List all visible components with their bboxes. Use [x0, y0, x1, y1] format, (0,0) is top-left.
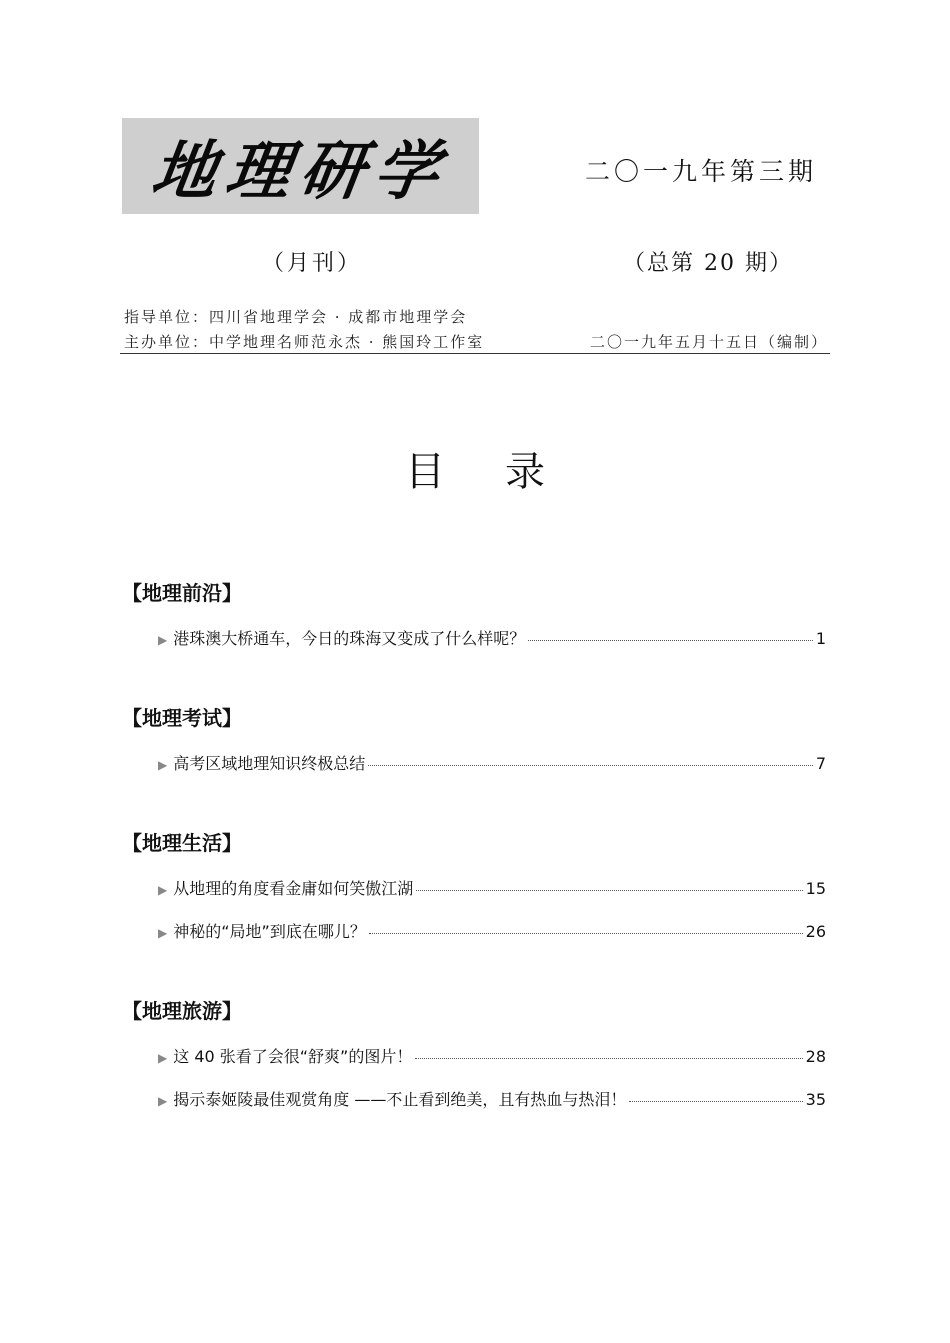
logo-text: 地理研学 [146, 134, 453, 209]
dot-leader [629, 1101, 802, 1102]
guide-unit: 指导单位：四川省地理学会 · 成都市地理学会 [124, 308, 468, 326]
compile-date: 二〇一九年五月十五日（编制） [589, 333, 828, 351]
triangle-icon: ▶ [158, 1051, 168, 1065]
entry-page: 1 [815, 629, 826, 648]
masthead-logo [122, 118, 479, 214]
section-heading: 【地理考试】 [122, 706, 242, 730]
toc-entry[interactable] [158, 876, 826, 899]
toc-entry[interactable] [158, 919, 826, 942]
toc-entry[interactable] [158, 1087, 826, 1110]
toc-entry[interactable] [158, 751, 826, 774]
entry-title: 神秘的“局地”到底在哪儿？ [173, 922, 366, 941]
issue-number: 二〇一九年第三期 [585, 157, 818, 186]
section-heading: 【地理生活】 [122, 831, 242, 855]
toc-entry[interactable] [158, 626, 826, 649]
triangle-icon: ▶ [158, 883, 168, 897]
dot-leader [528, 640, 813, 641]
toc-entry[interactable] [158, 1044, 826, 1067]
entry-title: 揭示泰姬陵最佳观赏角度 ——不止看到绝美，且有热血与热泪！ [173, 1090, 627, 1109]
triangle-icon: ▶ [158, 1094, 168, 1108]
dot-leader [369, 933, 803, 934]
entry-title: 从地理的角度看金庸如何笑傲江湖 [173, 879, 414, 898]
triangle-icon: ▶ [158, 758, 168, 772]
section-heading: 【地理旅游】 [122, 999, 242, 1023]
triangle-icon: ▶ [158, 926, 168, 940]
dot-leader [416, 890, 802, 891]
publication-frequency: （月刊） [262, 251, 363, 276]
entry-title: 高考区域地理知识终极总结 [173, 754, 366, 773]
triangle-icon: ▶ [158, 633, 168, 647]
entry-page: 15 [805, 879, 826, 898]
entry-page: 7 [815, 754, 826, 773]
entry-page: 35 [805, 1090, 826, 1109]
entry-page: 28 [805, 1047, 826, 1066]
section-heading: 【地理前沿】 [122, 581, 242, 605]
total-issue: （总第 20 期） [623, 251, 793, 276]
host-unit: 主办单位：中学地理名师范永杰 · 熊国玲工作室 [124, 333, 485, 351]
entry-title: 港珠澳大桥通车，今日的珠海又变成了什么样呢？ [173, 629, 526, 648]
entry-title: 这 40 张看了会很“舒爽”的图片！ [173, 1047, 413, 1066]
dot-leader [368, 765, 813, 766]
header-divider [120, 353, 830, 354]
toc-title: 目录 [405, 449, 605, 495]
entry-page: 26 [805, 922, 826, 941]
dot-leader [415, 1058, 802, 1059]
